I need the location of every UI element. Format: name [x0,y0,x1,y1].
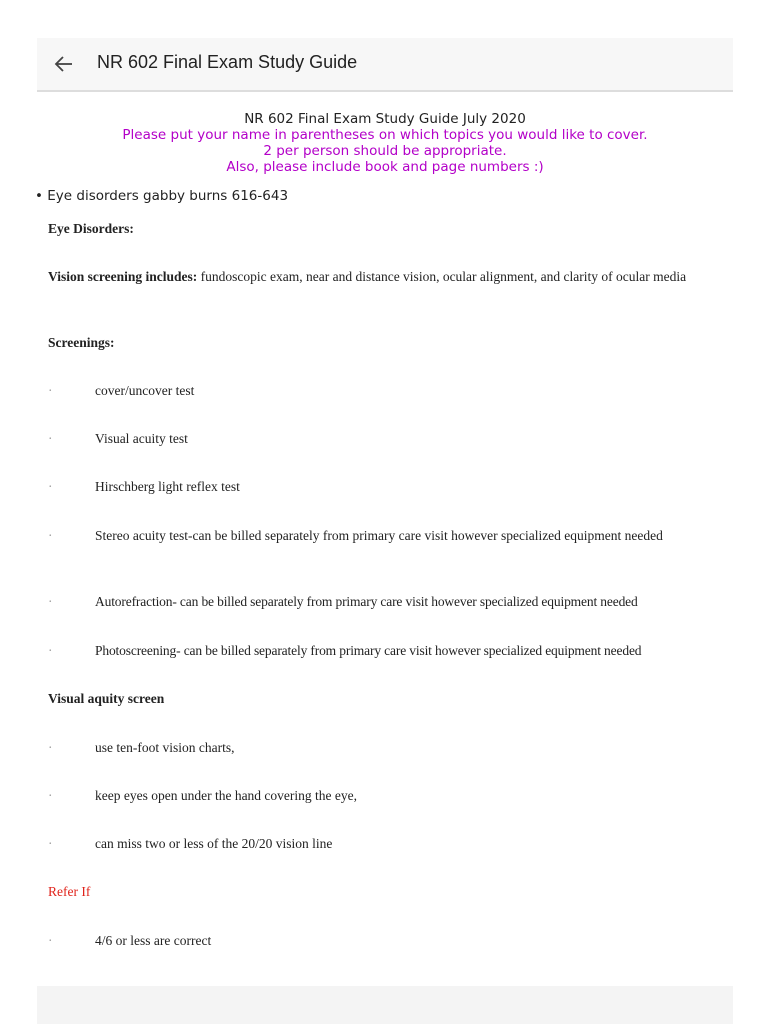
section-heading-refer-if: Refer If [48,884,91,899]
list-item [48,835,724,853]
list-marker: · [48,740,53,755]
page-bottom-edge [37,986,733,1024]
header-note-line: 2 per person should be appropriate. [263,143,507,159]
page-title: NR 602 Final Exam Study Guide [97,52,358,72]
list-item [48,382,724,400]
document-header-title: NR 602 Final Exam Study Guide July 2020 [244,111,526,127]
section-heading-screenings: Screenings: [48,335,115,350]
header-note-line: Also, please include book and page numbers :) [226,159,544,175]
vision-screening-label: Vision screening includes: [48,269,198,284]
arrow-left-icon [54,54,74,74]
list-item-text: 4/6 or less are correct [95,933,212,948]
back-button[interactable] [51,51,77,77]
list-item [48,739,724,757]
list-item [48,787,724,805]
list-marker: · [48,383,53,398]
list-item-text: cover/uncover test [95,383,195,398]
topic-bullet: • Eye disorders gabby burns 616-643 [35,188,289,204]
section-heading-visual-aquity: Visual aquity screen [48,691,165,706]
list-marker: · [48,643,53,658]
list-marker: · [48,594,53,609]
list-item [48,478,724,496]
app-bar [37,38,733,92]
list-marker: · [48,479,53,494]
list-marker: · [48,836,53,851]
list-item [48,932,724,950]
vision-screening-paragraph [48,268,723,286]
list-item [48,593,724,611]
list-item-text: Autorefraction- can be billed separately from primary care visit however specialized equipment needed [95,594,638,609]
list-item [48,430,724,448]
list-item-text: Hirschberg light reflex test [95,479,240,494]
list-item-text: keep eyes open under the hand covering the eye, [95,788,358,803]
list-item-text: Photoscreening- can be billed separately from primary care visit however specialized equipment needed [95,643,642,658]
list-item-text: can miss two or less of the 20/20 vision line [95,836,333,851]
list-item-text: Visual acuity test [95,431,188,446]
vision-screening-text: fundoscopic exam, near and distance vision, ocular alignment, and clarity of ocular media [197,269,687,284]
list-item [48,527,724,545]
list-marker: · [48,528,53,543]
header-note-line: Please put your name in parentheses on which topics you would like to cover. [122,127,648,143]
list-item [48,642,724,660]
list-marker: · [48,788,53,803]
list-marker: · [48,933,53,948]
list-item-text: use ten-foot vision charts, [95,740,235,755]
section-heading-eye-disorders: Eye Disorders: [48,221,134,236]
document-header [37,111,733,175]
list-marker: · [48,431,53,446]
document-page [37,96,733,986]
list-item-text: Stereo acuity test-can be billed separately from primary care visit however specialized equipment needed [95,528,663,543]
